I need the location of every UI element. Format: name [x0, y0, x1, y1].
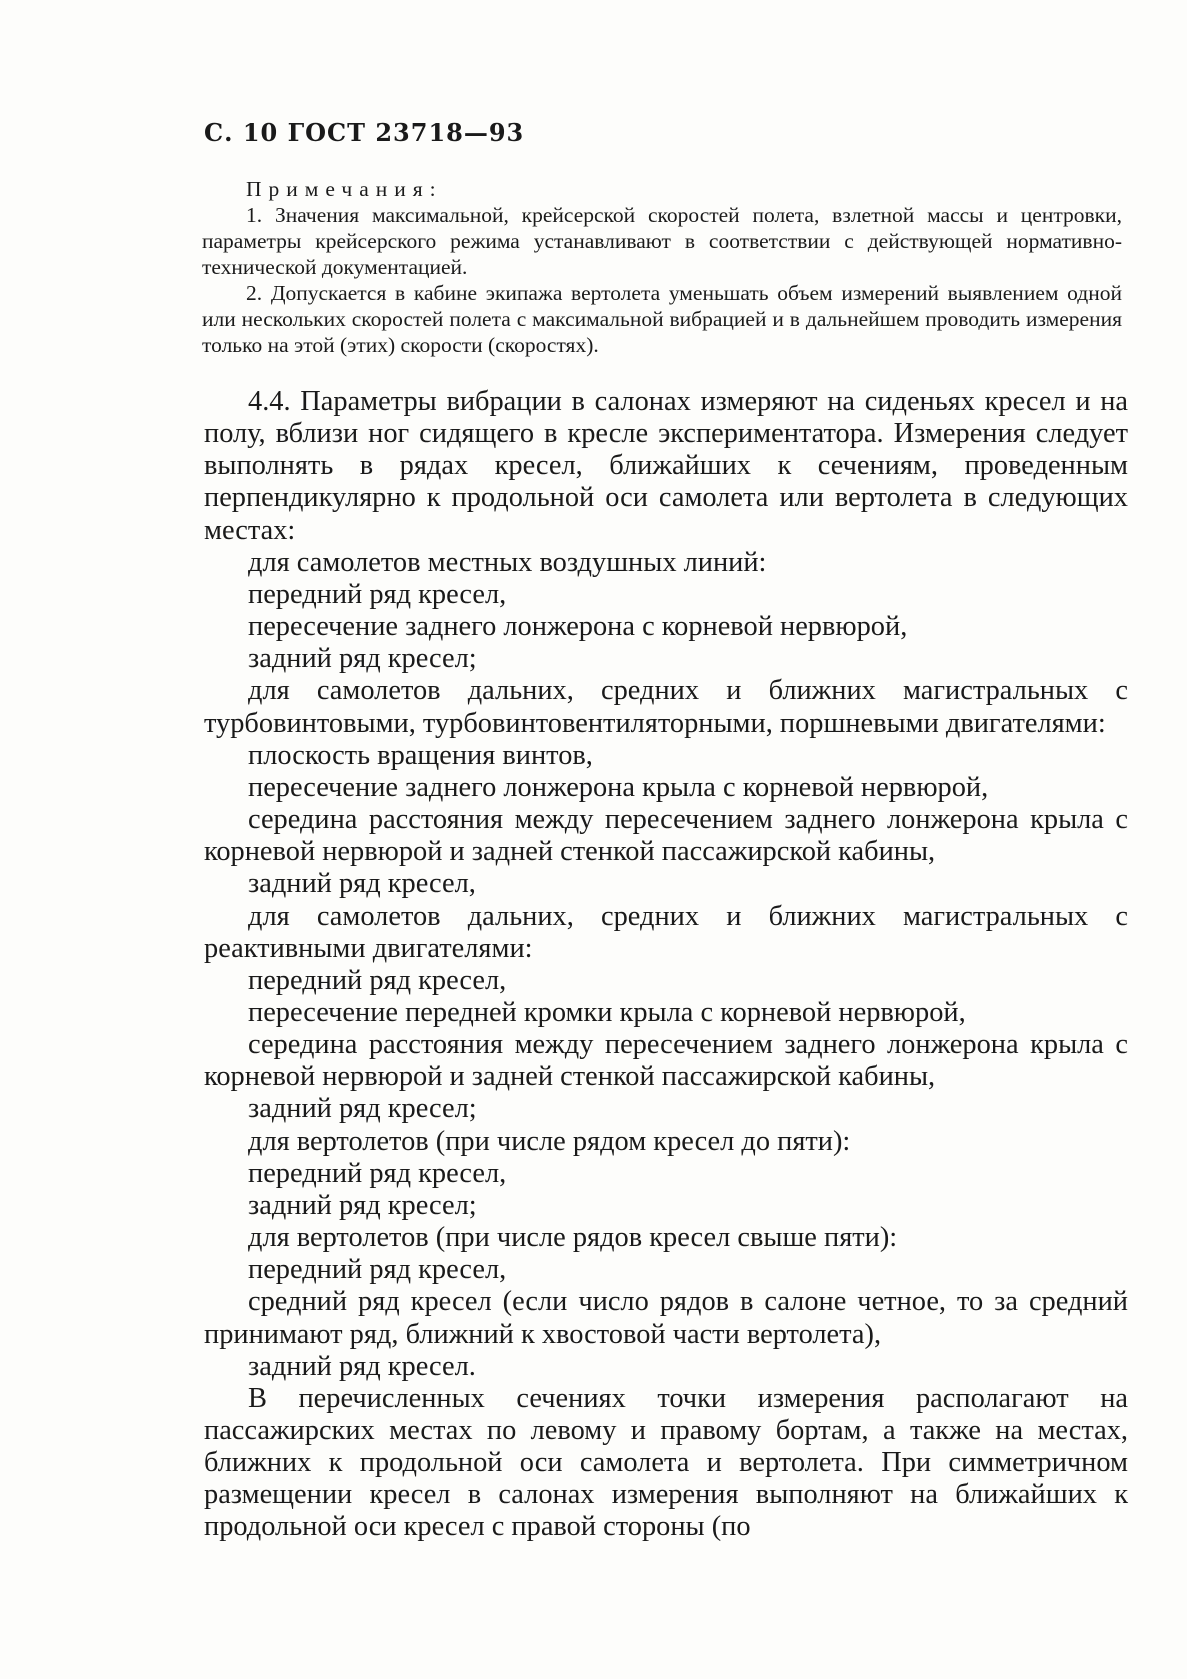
list-item: плоскость вращения винтов,: [248, 739, 593, 771]
page-header: С. 10 ГОСТ 23718—93: [204, 118, 525, 147]
list-item: передний ряд кресел,: [248, 964, 507, 996]
list-item: для самолетов дальних, средних и ближних магистральных с реактивными двигателями:: [204, 900, 1128, 964]
list-item: пересечение передней кромки крыла с корневой нервюрой,: [248, 996, 966, 1028]
list-item: задний ряд кресел;: [248, 1093, 477, 1125]
main-text: [204, 386, 1128, 1544]
list-item: для вертолетов (при числе рядов кресел свыше пяти):: [248, 1222, 898, 1254]
note-item-2: 2. Допускается в кабине экипажа вертолета уменьшать объем измерений выявлением одной или нескольких скоростей полета с максимальной вибрацией и в дальнейшем проводить измерения только на этой (этих) скорости (скоростях).: [202, 281, 1122, 357]
list-item: для самолетов дальних, средних и ближних магистральных с турбовинтовыми, турбовинтовентиляторными, поршневыми двигателями:: [204, 675, 1128, 739]
list-item: для самолетов местных воздушных линий:: [248, 546, 767, 578]
list-item: пересечение заднего лонжерона с корневой нервюрой,: [248, 611, 908, 643]
list-item: передний ряд кресел,: [248, 1157, 507, 1189]
section-4-4-paragraph: 4.4. Параметры вибрации в салонах измеряют на сиденьях кресел и на полу, вблизи ног сидящего в кресле экспериментатора. Измерения следует выполнять в рядах кресел, ближайших к сечениям, проведенным перпендикулярно к продольной оси самолета или вертолета в следующих местах:: [204, 386, 1128, 546]
notes-title: Примечания:: [246, 177, 443, 201]
list-item: середина расстояния между пересечением заднего лонжерона крыла с корневой нервюрой и задней стенкой пассажирской кабины,: [204, 1029, 1128, 1093]
list-item: передний ряд кресел,: [248, 578, 507, 610]
final-paragraph: В перечисленных сечениях точки измерения располагают на пассажирских местах по левому и правому бортам, а также на местах, ближних к продольной оси самолета и вертолета. При симметричном размещении кресел в салонах измерения выполняют на ближайших к продольной оси кресел с правой стороны (по: [204, 1382, 1128, 1543]
list-item: средний ряд кресел (если число рядов в салоне четное, то за средний принимают ряд, ближний к хвостовой части вертолета),: [204, 1286, 1128, 1350]
list-item: для вертолетов (при числе рядом кресел до пяти):: [248, 1125, 851, 1157]
list-item: задний ряд кресел;: [248, 643, 477, 675]
list-item: передний ряд кресел,: [248, 1254, 507, 1286]
list-item: задний ряд кресел;: [248, 1189, 477, 1221]
list-item: задний ряд кресел,: [248, 868, 476, 900]
list-item: середина расстояния между пересечением заднего лонжерона крыла с корневой нервюрой и задней стенкой пассажирской кабины,: [204, 804, 1128, 868]
notes-block: [202, 176, 1122, 358]
note-item-1: 1. Значения максимальной, крейсерской скоростей полета, взлетной массы и центровки, параметры крейсерского режима устанавливают в соответствии с действующей нормативно-технической документацией.: [202, 203, 1122, 279]
list-item: задний ряд кресел.: [248, 1350, 476, 1382]
list-item: пересечение заднего лонжерона крыла с корневой нервюрой,: [248, 771, 989, 803]
